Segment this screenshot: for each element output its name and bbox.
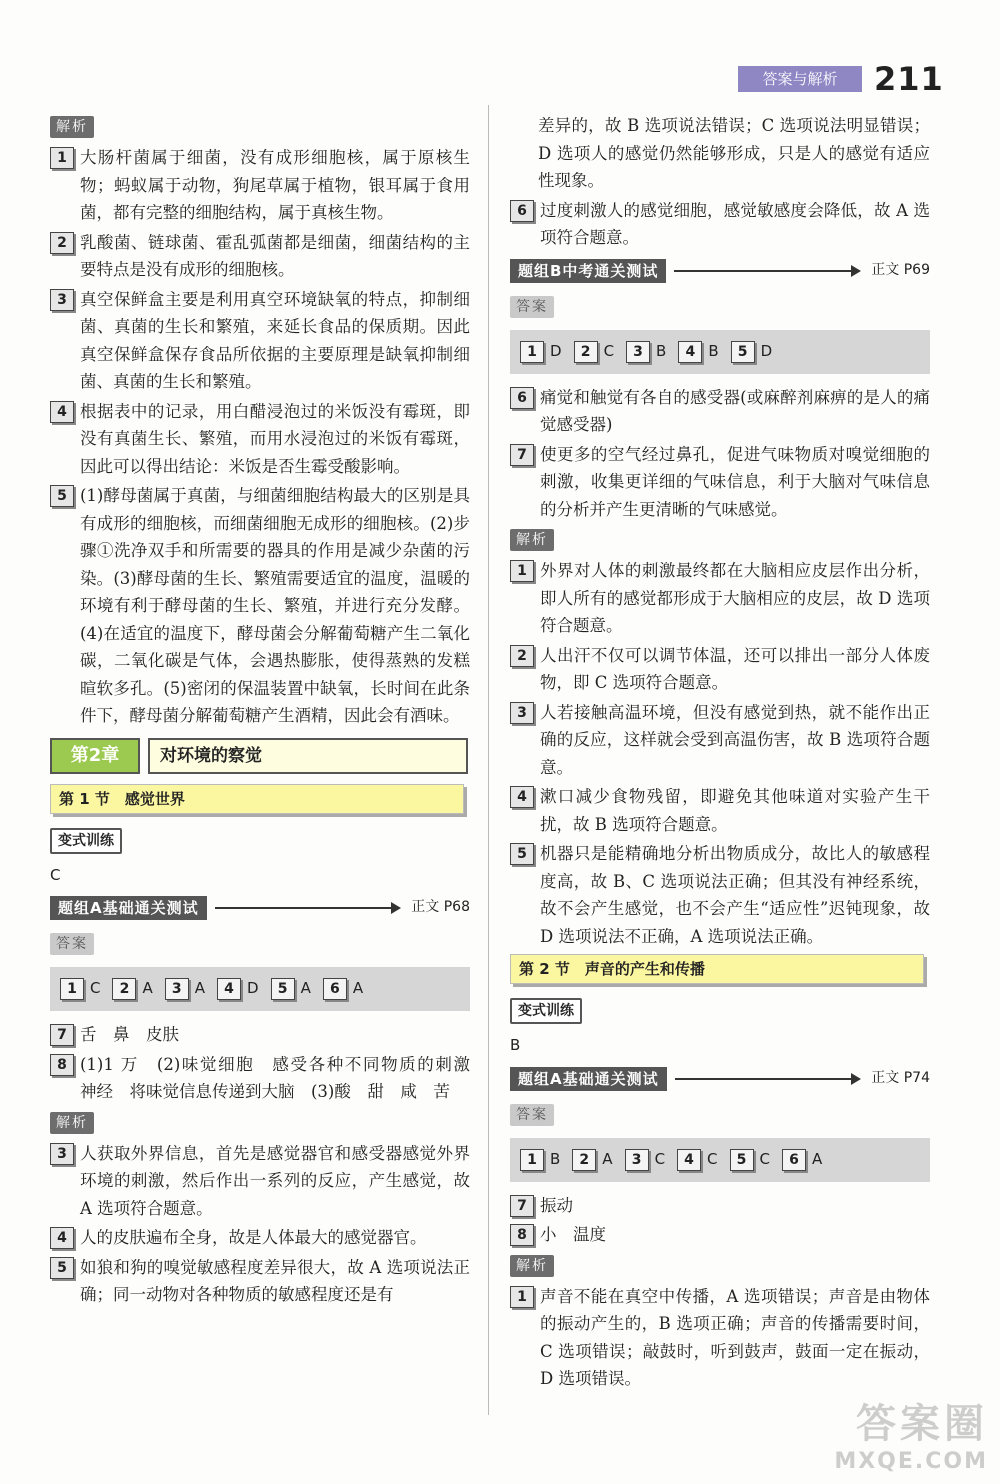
item-number: 4 [510,786,534,808]
answer-value: C [90,979,101,998]
question-number: 6 [510,387,534,409]
analysis-item [50,144,470,227]
item-text: 真空保鲜盒主要是利用真空环境缺氧的特点，抑制细菌、真菌的生长和繁殖，来延长食品的保质期。因此真空保鲜盒保存食品所依据的主要原理是缺氧抑制细菌、真菌的生长和繁殖。 [80,289,470,391]
chapter-heading [50,738,470,774]
answer-number: 5 [271,978,295,1000]
question-text: 小 温度 [540,1225,606,1244]
watermark-url: MXQE.COM [834,1449,988,1474]
analysis-item [50,398,470,481]
analysis-label: 解析 [50,1112,94,1134]
answer-entry [165,975,205,1003]
group-a-name: 题组A基础通关测试 [50,896,207,920]
column-divider [488,105,489,1415]
item-text: 乳酸菌、链球菌、霍乱弧菌都是细菌，细菌结构的主要特点是没有成形的细胞核。 [80,232,470,279]
analysis-item [50,1254,470,1309]
analysis-item [50,1140,470,1223]
variant-training-label: 变式训练 [50,828,122,854]
answer-value: A [142,979,153,998]
analysis-item [510,840,930,950]
item-text: 人获取外界信息，首先是感觉器官和感受器感觉外界环境的刺激，然后作出一系列的反应，产生感觉，故 A 选项符合题意。 [80,1143,470,1218]
answer-entry [60,975,100,1003]
group-b-name: 题组B中考通关测试 [510,259,666,283]
answer-entry [730,1146,770,1174]
analysis-list [50,1140,470,1309]
answer-entry [271,975,311,1003]
analysis-item [50,286,470,396]
answer-entry [572,1146,612,1174]
item-text: 外界对人体的刺激最终都在大脑相应皮层作出分析，即人所有的感觉都形成于大脑相应的皮层，故 D 选项符合题意。 [540,561,930,635]
answer-value: B [656,341,667,360]
analysis-item [510,783,930,838]
analysis-item [510,642,930,697]
answer-box [510,330,930,374]
question-text: (1)1 万 (2)味觉细胞 感受各种不同物质的刺激 神经 将味觉信息传递到大脑 (3)酸 甜 咸 苦 [80,1054,487,1101]
question-number: 7 [50,1024,74,1046]
question-number: 8 [510,1224,534,1246]
arrow-icon [675,1078,854,1080]
question-item [510,384,930,439]
answer-value: B [550,1149,561,1168]
analysis-label: 解析 [510,1255,554,1277]
question-text: 振动 [540,1195,573,1215]
answer-value: D [760,341,773,360]
answer-number: 2 [572,1149,596,1171]
item-text: 人的皮肤遍布全身，故是人体最大的感觉器官。 [80,1228,427,1247]
answer-entry [574,338,614,366]
answer-number: 6 [782,1149,806,1171]
item-number: 2 [510,645,534,667]
arrow-icon [674,270,853,272]
answer-entry [112,975,152,1003]
answer-number: 5 [731,341,755,363]
item-text: 根据表中的记录，用白醋浸泡过的米饭没有霉斑，即没有真菌生长、繁殖，而用水浸泡过的米饭有霉斑，因此可以得出结论：米饭是否生霉受酸影响。 [80,401,470,476]
answer-entry [678,338,718,366]
section-heading: 第 1 节 感觉世界 [50,784,464,814]
answer-number: 1 [520,341,544,363]
analysis-list [510,1283,930,1393]
item-number: 1 [510,1286,534,1308]
analysis-item [510,197,930,252]
continued-text [510,112,930,195]
answer-value: A [352,979,364,998]
answer-number: 3 [165,978,189,1000]
answer-label: 答案 [510,296,554,318]
answer-entry [217,975,259,1003]
question-item [50,1021,470,1049]
answer-value: D [550,341,562,360]
answer-box [510,1138,930,1182]
answer-value: C [654,1149,666,1168]
item-number: 1 [50,147,74,169]
watermark-logo: 答案圈 [856,1401,988,1447]
question-item [510,441,930,524]
answer-number: 6 [323,978,347,1000]
question-number: 7 [510,444,534,466]
answer-number: 1 [60,978,84,1000]
item-text: 漱口减少食物残留，即避免其他味道对实验产生干扰，故 B 选项符合题意。 [540,787,930,834]
answer-box [50,967,470,1011]
answer-entry [625,1146,665,1174]
answer-value: A [300,979,311,998]
analysis-label: 解析 [50,116,94,138]
item-text: (1)酵母菌属于真菌，与细菌细胞结构最大的区别是具有成形的细胞核，而细菌细胞无成形的细胞核。(2)步骤①洗净双手和所需要的器具的作用是减少杂菌的污染。(3)酵母菌的生长、繁殖需要适宜的温度，温暖的环境有利于酵母菌的生长、繁殖，并进行充分发酵。(4)在适宜的温度下，酵母菌会分解葡萄糖产生二氧化碳，二氧化碳是气体，会遇热膨胀，使得蒸熟的发糕暄软多孔。(5)密闭的保温装置中缺氧，长时间在此条件下，酵母菌分解葡萄糖产生酒精，因此会有酒味。 [80,486,470,725]
page-number: 211 [874,60,944,98]
variant-answer: C [50,865,61,884]
answer-number: 5 [730,1149,754,1171]
answer-number: 2 [112,978,136,1000]
analysis-item [510,699,930,782]
question-text: 舌 鼻 皮肤 [80,1025,179,1044]
analysis-item [50,482,470,730]
group-a2-ref: 正文 P74 [871,1069,930,1086]
analysis-label: 解析 [510,529,554,551]
answer-number: 4 [678,341,702,363]
watermark [834,1392,988,1474]
section-heading: 第 2 节 声音的产生和传播 [510,954,924,984]
answer-label: 答案 [510,1104,554,1126]
analysis-item [510,1283,930,1393]
answer-entry [731,338,773,366]
analysis-item [510,557,930,640]
group-b-ref: 正文 P69 [871,261,930,278]
item-text: 过度刺激人的感觉细胞，感觉敏感度会降低，故 A 选项符合题意。 [540,200,930,247]
item-number: 1 [510,560,534,582]
answer-entry [520,1146,560,1174]
group-a-heading [50,895,470,921]
answer-value: A [602,1149,613,1168]
item-text: 声音不能在真空中传播，A 选项错误；声音是由物体的振动产生的，B 选项正确；声音的传播需要时间，C 选项错误；敲鼓时，听到鼓声，鼓面一定在振动，D 选项错误。 [540,1286,930,1388]
answer-value: A [194,979,206,998]
item-number: 2 [50,232,74,254]
answer-value: C [759,1149,771,1168]
answer-entry [626,338,666,366]
answer-number: 3 [625,1149,649,1171]
item-text: 如狼和狗的嗅觉敏感程度差异很大，故 A 选项说法正确；同一动物对各种物质的敏感程度还是有 [80,1257,470,1304]
answer-value: D [247,979,259,998]
question-item [510,1221,930,1249]
analysis-item [50,229,470,284]
item-number: 4 [50,401,74,423]
continued-paragraph: 差异的，故 B 选项说法错误；C 选项说法明显错误；D 选项人的感觉仍然能够形成，只是人的感觉有适应性现象。 [538,116,930,190]
answer-value: A [812,1149,823,1168]
question-number: 8 [50,1054,74,1076]
analysis-list [510,557,930,950]
variant-answer: B [510,1036,521,1054]
answer-number: 3 [626,341,650,363]
item-number: 6 [510,200,534,222]
answer-number: 4 [677,1149,701,1171]
arrow-icon [215,907,394,909]
item-text: 人出汗不仅可以调节体温，还可以排出一部分人体废物，即 C 选项符合题意。 [540,645,930,692]
group-b-heading [510,258,930,284]
chapter-tag: 第2章 [50,738,140,774]
group-a2-name: 题组A基础通关测试 [510,1067,667,1091]
analysis-item [50,1224,470,1252]
right-column [510,112,930,1395]
answer-number: 2 [574,341,598,363]
item-number: 5 [50,1257,74,1279]
question-number: 7 [510,1195,534,1217]
section-tab: 答案与解析 [738,66,862,92]
item-number: 4 [50,1227,74,1249]
question-item [50,1051,487,1106]
item-number: 3 [50,1143,74,1165]
answer-entry [782,1146,822,1174]
item-text: 人若接触高温环境，但没有感觉到热，就不能作出正确的反应，这样就会受到高温伤害，故 B 选项符合题意。 [540,702,930,777]
answer-label: 答案 [50,933,94,955]
analysis-list [50,144,470,730]
answer-value: C [603,341,615,360]
item-number: 5 [510,843,534,865]
question-item [510,1192,930,1220]
question-text: 使更多的空气经过鼻孔，促进气味物质对嗅觉细胞的刺激，收集更详细的气味信息，利于大脑对气味信息的分析并产生更清晰的气味感觉。 [540,444,930,519]
answer-entry [323,975,363,1003]
answer-value: C [707,1149,718,1168]
group-a2-heading [510,1066,930,1092]
answer-number: 1 [520,1149,544,1171]
item-number: 3 [50,289,74,311]
variant-training-label: 变式训练 [510,998,582,1024]
answer-value: B [708,341,719,360]
item-text: 机器只是能精确地分析出物质成分，故比人的敏感程度高，故 B、C 选项说法正确；但其没有神经系统，故不会产生感觉，也不会产生“适应性”迟钝现象，故 D 选项说法不正确，A 选项说法正确。 [540,844,930,946]
left-column [50,112,487,1311]
answer-entry [677,1146,717,1174]
answer-number: 4 [217,978,241,1000]
chapter-title: 对环境的察觉 [148,738,468,774]
question-text: 痛觉和触觉有各自的感受器(或麻醉剂麻痹的是人的痛觉感受器) [540,387,930,434]
item-text: 大肠杆菌属于细菌，没有成形细胞核，属于原核生物；蚂蚁属于动物，狗尾草属于植物，银耳属于食用菌，都有完整的细胞结构，属于真核生物。 [80,148,470,222]
item-number: 5 [50,485,74,507]
item-number: 3 [510,702,534,724]
group-a-ref: 正文 P68 [411,899,470,916]
answer-entry [520,338,562,366]
